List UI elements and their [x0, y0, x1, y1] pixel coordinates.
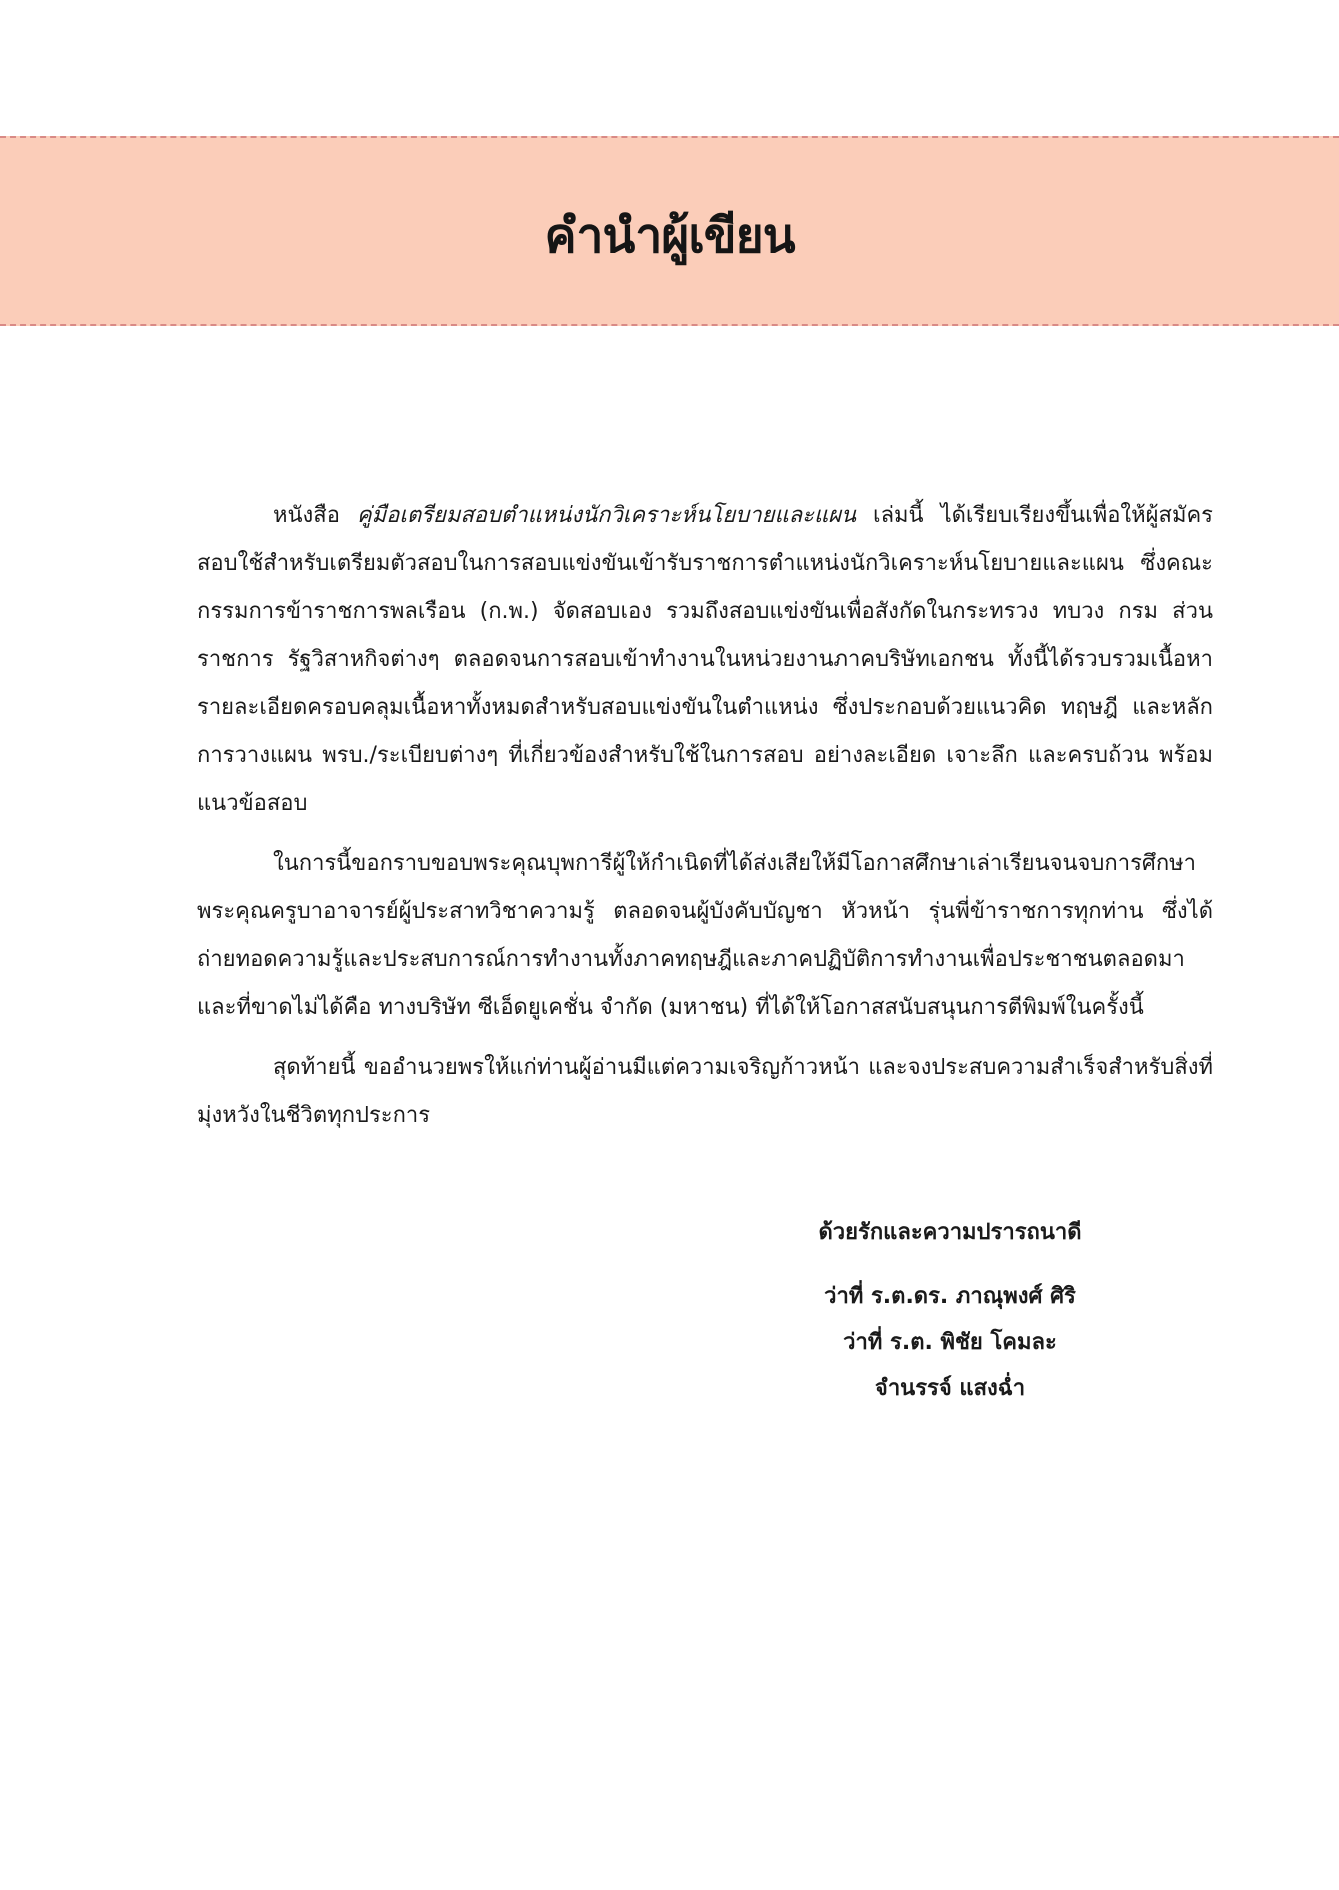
paragraph-intro-lead: หนังสือ [273, 503, 357, 528]
signature-closing: ด้วยรักและความปรารถนาดี [818, 1220, 1082, 1245]
header-band [0, 136, 1339, 326]
paragraph-intro [197, 492, 1213, 828]
book-title: คู่มือเตรียมสอบตำแหน่งนักวิเคราะห์นโยบายและแผน [356, 503, 857, 528]
preface-body [197, 492, 1213, 1152]
paragraph-closing: สุดท้ายนี้ ขออำนวยพรให้แก่ท่านผู้อ่านมีแต่ความเจริญก้าวหน้า และจงประสบความสำเร็จสำหรับสิ่งที่มุ่งหวังในชีวิตทุกประการ [197, 1055, 1213, 1128]
author-name: ว่าที่ ร.ต. พิชัย โคมละ [843, 1330, 1057, 1355]
paragraph-acknowledgement: ในการนี้ขอกราบขอบพระคุณบุพการีผู้ให้กำเนิดที่ได้ส่งเสียให้มีโอกาสศึกษาเล่าเรียนจนจบการศึกษา พระคุณครูบาอาจารย์ผู้ประสาทวิชาความรู้ ตลอดจนผู้บังคับบัญชา หัวหน้า รุ่นพี่ข้าราชการทุกท่าน ซึ่งได้ถ่ายทอดความรู้และประสบการณ์การทำงานทั้งภาคทฤษฎีและภาคปฏิบัติการทำงานเพื่อประชาชนตลอดมา และที่ขาดไม่ได้คือ ทางบริษัท ซีเอ็ดยูเคชั่น จำกัด (มหาชน) ที่ได้ให้โอกาสสนับสนุนการตีพิมพ์ในครั้งนี้ [197, 851, 1213, 1020]
page-title: คำนำผู้เขียน [544, 208, 795, 264]
paragraph-intro-rest: เล่มนี้ ได้เรียบเรียงขึ้นเพื่อให้ผู้สมัครสอบใช้สำหรับเตรียมตัวสอบในการสอบแข่งขันเข้ารับราชการตำแหน่งนักวิเคราะห์นโยบายและแผน ซึ่งคณะกรรมการข้าราชการพลเรือน (ก.พ.) จัดสอบเอง รวมถึงสอบแข่งขันเพื่อสังกัดในกระทรวง ทบวง กรม ส่วนราชการ รัฐวิสาหกิจต่างๆ ตลอดจนการสอบเข้าทำงานในหน่วยงานภาคบริษัทเอกชน ทั้งนี้ได้รวบรวมเนื้อหารายละเอียดครอบคลุมเนื้อหาทั้งหมดสำหรับสอบแข่งขันในตำแหน่ง ซึ่งประกอบด้วยแนวคิด ทฤษฎี และหลักการวางแผน พรบ./ระเบียบต่างๆ ที่เกี่ยวข้องสำหรับใช้ในการสอบ อย่างละเอียด เจาะลึก และครบถ้วน พร้อมแนวข้อสอบ [197, 503, 1214, 816]
author-name: ว่าที่ ร.ต.ดร. ภาณุพงศ์ ศิริ [824, 1284, 1076, 1309]
signature-block [760, 1210, 1140, 1412]
author-name: จำนรรจ์ แสงฉ่ำ [874, 1376, 1026, 1401]
